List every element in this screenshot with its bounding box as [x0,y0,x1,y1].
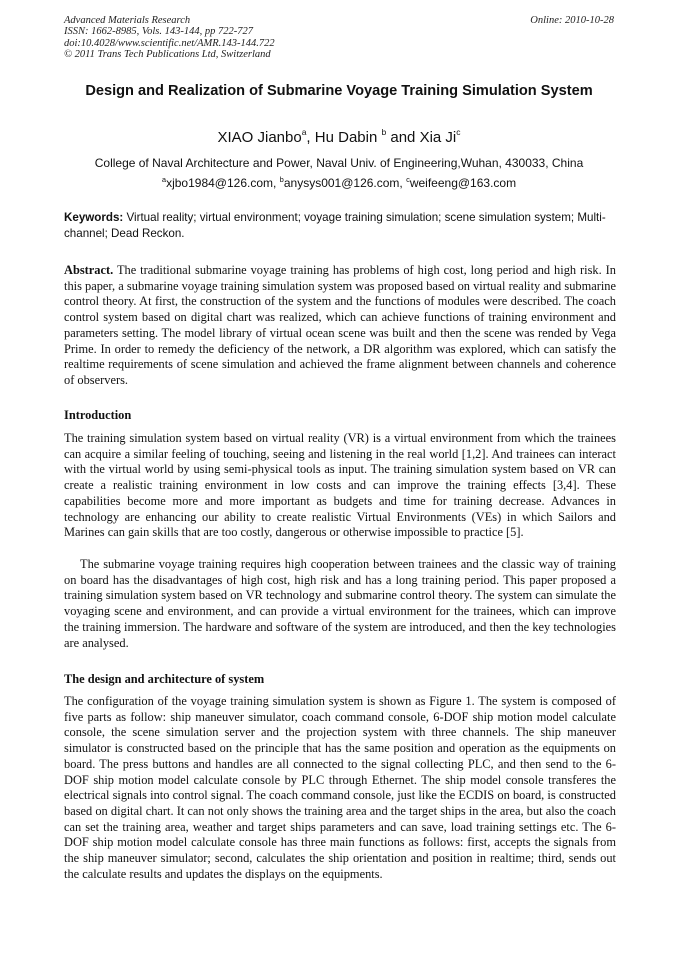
online-date: Online: 2010-10-28 [530,15,614,26]
keywords-text: Virtual reality; virtual environment; voyage training simulation; scene simulation system; Multi-channel; Dead Reckon. [64,211,606,240]
author-name: Xia Ji [419,129,457,146]
email-mark: b [279,175,284,184]
paragraph: The submarine voyage training requires high cooperation between trainees and the classic way of training on board has the disadvantages of high cost, high risk and has a long training period. This paper proposed a training simulation system based on VR technology and submarine control theory. The system can simulate the voyaging scene and environment, and can provide a virtual environment for the trainees, which can improve the training immersion. The hardware and software of the system are introduced, and then the key technologies are analysed. [64,557,616,650]
issn-line: ISSN: 1662-8985, Vols. 143-144, pp 722-727 [64,26,253,38]
email-address[interactable]: xjbo1984@126.com [166,176,273,190]
email-mark: a [161,175,167,184]
author-mark: c [456,127,461,137]
section-heading-introduction: Introduction [64,408,132,422]
keywords-label: Keywords: [64,211,124,224]
author-mark: b [381,127,387,137]
publication-info [64,15,275,60]
paper-title: Design and Realization of Submarine Voyage Training Simulation System [85,83,593,99]
section-heading-design: The design and architecture of system [64,672,265,686]
keywords [64,210,616,242]
email-address[interactable]: anysys001@126.com [283,176,400,190]
email-separator: , [273,176,280,190]
email-separator: , [399,176,407,190]
author-mark: a [301,127,307,137]
email-address[interactable]: weifeeng@163.com [409,176,517,190]
doi-line: doi:10.4028/www.scientific.net/AMR.143-144.722 [64,37,275,49]
author-name: XIAO Jianbo [217,129,302,146]
author-separator: and [386,129,420,146]
abstract-label: Abstract. [64,263,114,277]
author-separator: , [306,129,315,146]
email-list [64,175,614,191]
affiliation: College of Naval Architecture and Power, Naval Univ. of Engineering,Wuhan, 430033, China [94,156,584,170]
author-list [64,129,614,147]
copyright-line: © 2011 Trans Tech Publications Ltd, Switzerland [64,48,271,60]
email-mark: c [406,175,410,184]
paragraph: The training simulation system based on virtual reality (VR) is a virtual environment from which the trainees can acquire a similar feeling of touching, seeing and listening in the real world [1,2]. And trainees can interact with the virtual world by using semi-physical tools as input. The training simulation system based on VR can create a realistic training environment in low costs and can improve the training effects [3,4]. These capabilities become more and more important as budgets and time for training decrease. Advances in technology are enhancing our ability to create realistic Virtual Environments (VEs) in which Sailors and Marines can gain skills that are too costly, dangerous or otherwise impossible to practice [5]. [64,431,616,540]
abstract [64,263,616,389]
paragraph: The configuration of the voyage training simulation system is shown as Figure 1. The system is composed of five parts as follow: ship maneuver simulator, coach command console, 6-DOF ship motion model calculate console, the scene simulation server and the projection system with three channels. The ship maneuver simulator is constructed based on the principle that has the same position and operation as the equipments on board. The press buttons and handles are all connected to the signal collecting PLC, and then send to the 6-DOF ship motion model calculate console by PLC through Ethernet. The ship model console transferes the electrical signals into control signal. The coach command console, just like the ECDIS on board, is constructed based on digital chart. It can not only shows the training area and the target ships in the area, but also the coach can set the training area, weather and target ships parameters and can save, load training settings etc. The 6-DOF ship motion model calculate console has three main functions as follows: first, accepts the signals from the ship maneuver simulator; second, calculates the ship orientation and position in realtime; third, sends out the calculate results and updates the displays on the equipments. [64,694,616,881]
author-name: Hu Dabin [314,129,382,146]
abstract-text: The traditional submarine voyage training has problems of high cost, long period and high risk. In this paper, a submarine voyage training simulation system was proposed based on virtual reality and submarine control theory. At first, the construction of the system and the functions of modules were described. The coach control system based on digital chart was realized, which can achieve functions of training environment and parameters setting. The model library of virtual ocean scene was built and then the scene was rended by Vega Prime. In order to remedy the deficiency of the network, a DR algorithm was explored, which can satisfy the realtime requirements of scene simulation and achieved the frame alignment between channels and coherence of observers. [64,263,616,387]
journal-name: Advanced Materials Research [64,15,191,26]
